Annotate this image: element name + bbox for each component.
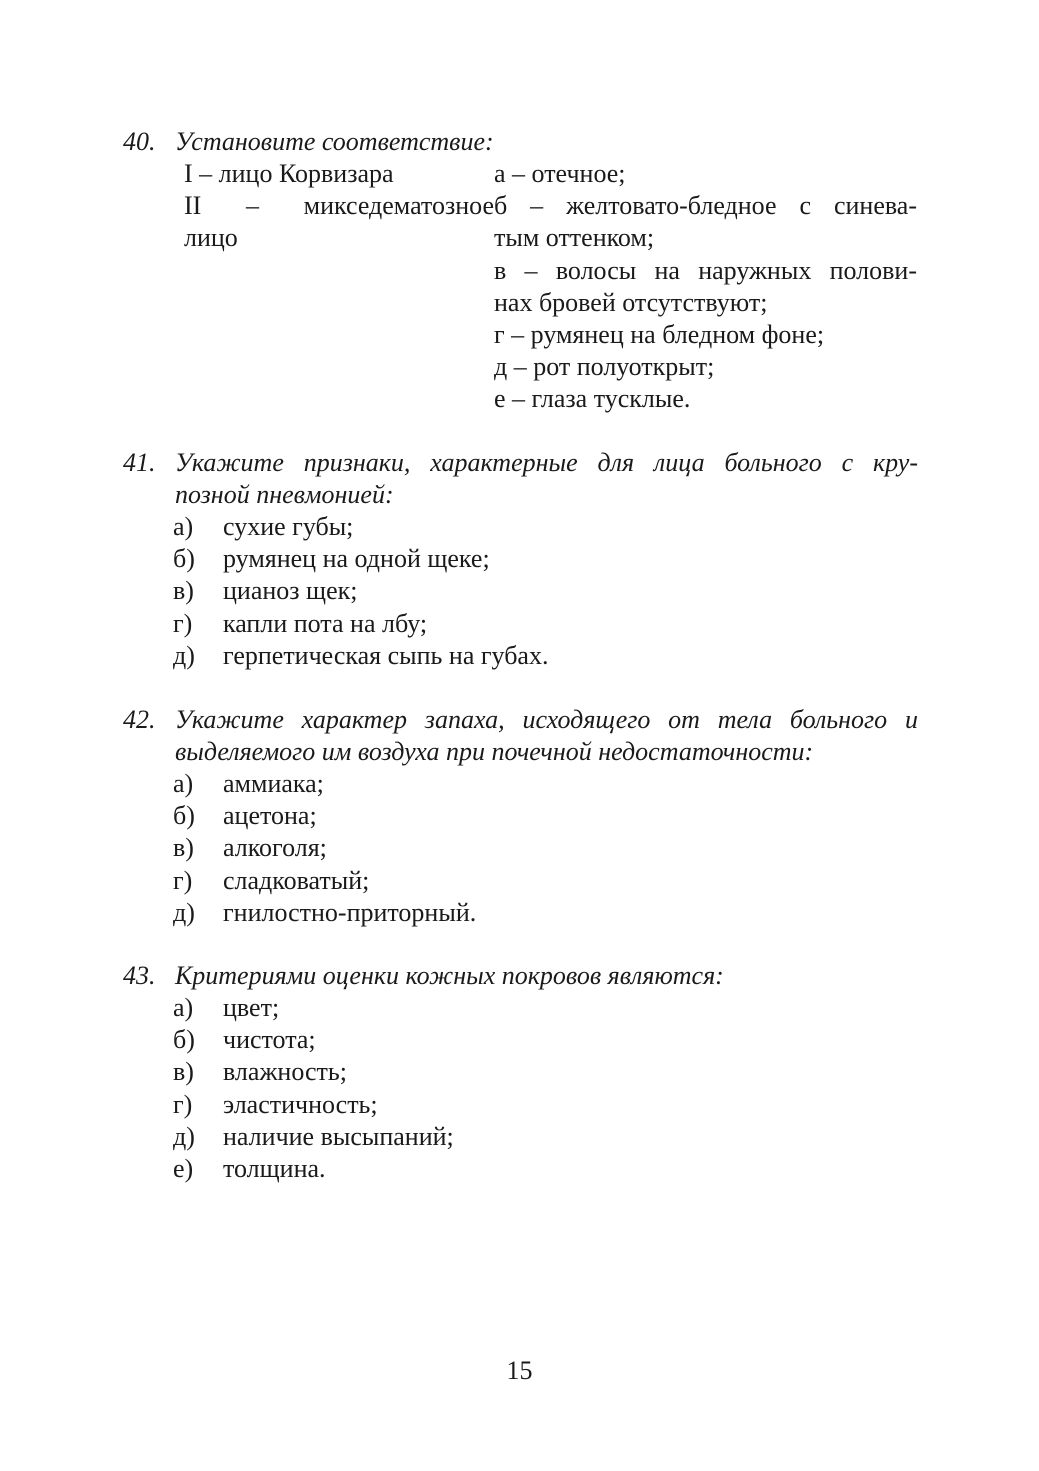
matching-left-line: лицо [184,223,238,253]
question-text: Установите соответствие: [175,127,494,156]
option-text: цианоз щек; [223,576,358,606]
option-letter: в) [173,1057,194,1087]
option-text: румянец на одной щеке; [223,544,490,574]
option-text: влажность; [223,1057,347,1087]
matching-right-column [494,158,917,416]
option-letter: г) [173,865,193,895]
option-text: чистота; [223,1025,316,1055]
question-40 [123,126,918,416]
matching-table [184,158,918,416]
matching-right-line: а – отечное; [494,159,626,188]
option-text: толщина. [223,1154,326,1184]
answer-option [173,511,918,543]
answer-option [173,543,918,575]
option-letter: д) [173,897,195,927]
answer-option [173,800,918,832]
option-letter: б) [173,1025,195,1055]
answer-option [173,897,918,929]
option-letter: б) [173,801,195,831]
option-letter: а) [173,512,194,541]
option-letter: д) [173,640,195,670]
option-text: капли пота на лбу; [223,608,428,638]
option-text: цвет; [223,993,280,1022]
matching-right-line: б – желтовато-бледное с синева- [494,191,917,221]
answer-option [173,1153,918,1185]
matching-left-line: I – лицо Корвизара [184,159,394,188]
option-text: герпетическая сыпь на губах. [223,640,549,670]
answer-option [173,1024,918,1056]
question-header [123,960,918,992]
matching-left-line: II – микседематозное [184,191,494,221]
answer-option [173,608,918,640]
question-number: 40. [123,127,156,156]
page-number: 15 [506,1356,533,1385]
answer-option [173,1056,918,1088]
matching-left-column [184,158,494,416]
question-header [123,126,918,158]
question-number: 41. [123,448,156,477]
option-letter: а) [173,993,194,1022]
option-letter: г) [173,608,193,638]
matching-right-line: е – глаза тусклые. [494,384,691,414]
matching-right-line: тым оттенком; [494,223,655,253]
question-number: 42. [123,705,156,734]
option-text: сладковатый; [223,865,370,895]
question-text-line: выделяемого им воздуха при почечной недостаточности: [175,737,814,766]
answer-option [173,992,918,1024]
answer-options [173,768,918,929]
option-text: наличие высыпаний; [223,1121,454,1151]
answer-option [173,1089,918,1121]
question-41 [123,447,918,672]
answer-option [173,768,918,800]
option-text: эластичность; [223,1089,378,1119]
question-text-line: Укажите характер запаха, исходящего от тела больного и [175,705,918,734]
answer-option [173,575,918,607]
option-letter: б) [173,544,195,574]
option-text: сухие губы; [223,512,354,541]
answer-option [173,1121,918,1153]
question-43 [123,960,918,1185]
answer-option [173,865,918,897]
question-number: 43. [123,961,156,990]
option-letter: е) [173,1154,194,1184]
matching-right-line: в – волосы на наружных полови- [494,255,917,285]
question-header [123,704,918,768]
option-letter: в) [173,833,194,863]
question-header [123,447,918,511]
answer-option [173,640,918,672]
question-text-line: позной пневмонией: [175,480,394,509]
matching-right-line: нах бровей отсутствуют; [494,287,768,317]
question-text: Критериями оценки кожных покровов являются: [175,961,724,990]
option-letter: г) [173,1089,193,1119]
answer-option [173,832,918,864]
option-letter: д) [173,1121,195,1151]
option-letter: в) [173,576,194,606]
question-text-line: Укажите признаки, характерные для лица больного с кру- [175,448,918,477]
option-letter: а) [173,769,194,798]
option-text: аммиака; [223,769,324,798]
answer-options [173,992,918,1185]
matching-right-line: д – рот полуоткрыт; [494,352,715,382]
option-text: гнилостно-приторный. [223,897,477,927]
question-42 [123,704,918,929]
option-text: алкоголя; [223,833,327,863]
option-text: ацетона; [223,801,317,831]
matching-right-line: г – румянец на бледном фоне; [494,320,825,350]
answer-options [173,511,918,672]
